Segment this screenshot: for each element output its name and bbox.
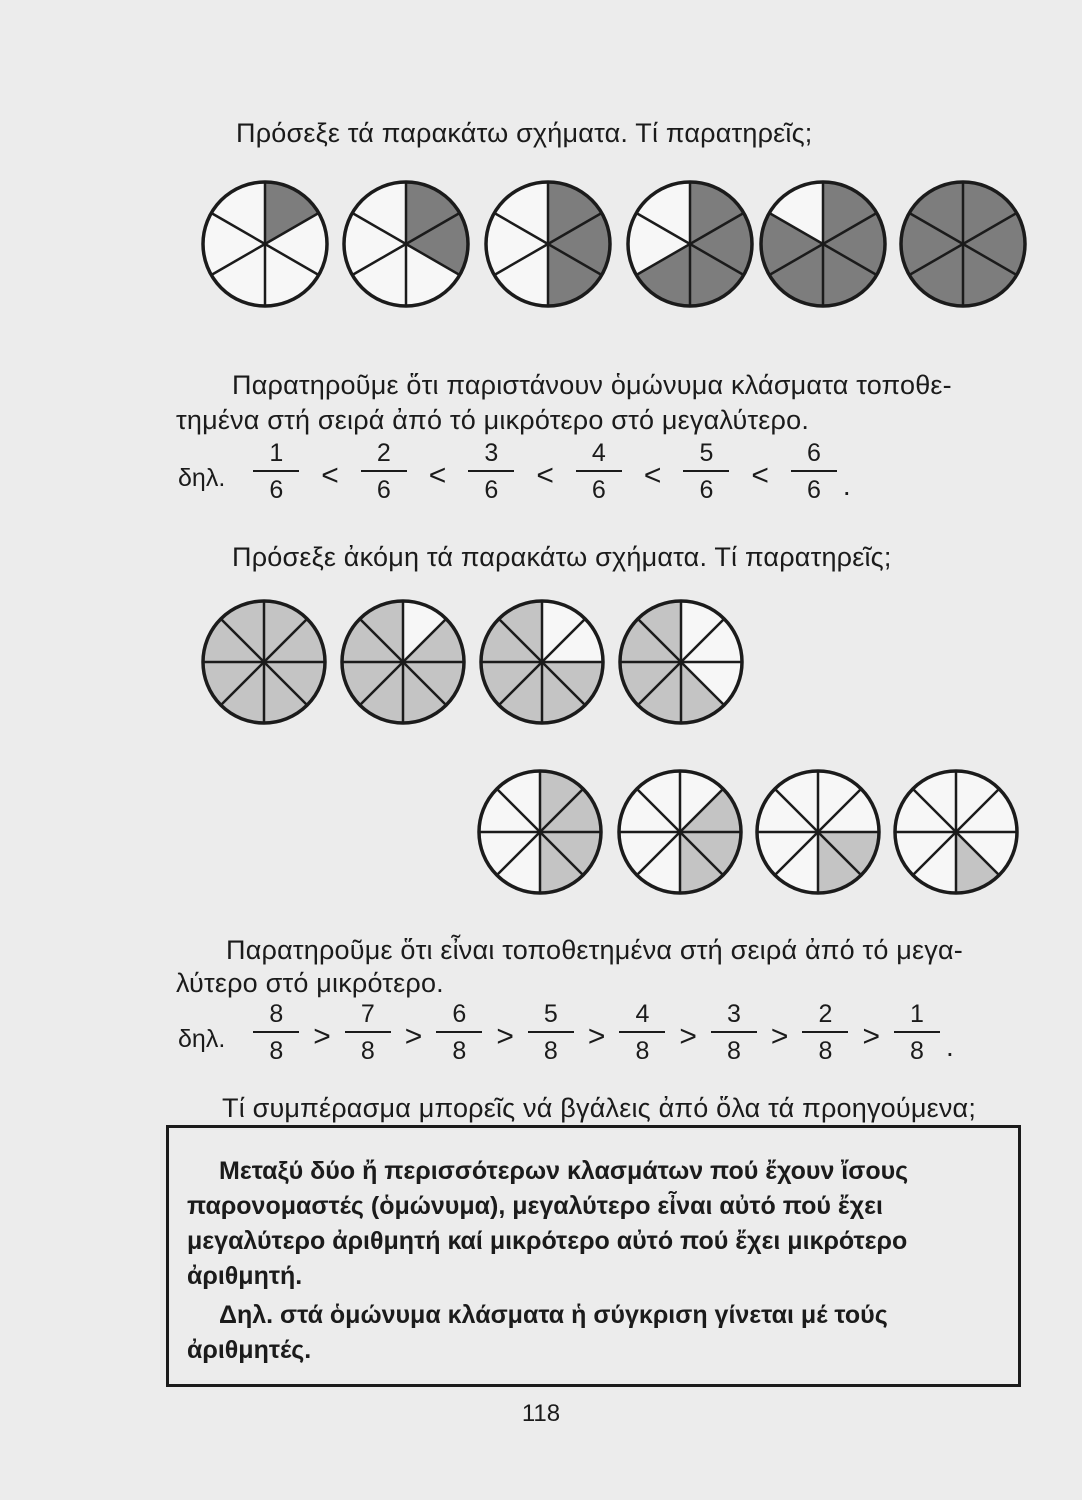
- pie-shaded-sector: [221, 601, 264, 662]
- fraction-denominator: 8: [910, 1037, 924, 1065]
- fraction-denominator: 8: [543, 1037, 558, 1065]
- pie-divider: [360, 662, 403, 705]
- pie-shaded-sector: [264, 662, 307, 723]
- pie-shaded-sector: [542, 662, 603, 705]
- eighths-pie-bottom-3: [757, 771, 879, 893]
- comparison-operator: <: [643, 459, 662, 492]
- pie-divider: [540, 789, 583, 832]
- pie-background: [895, 771, 1017, 893]
- sixths-pie-1: [203, 182, 327, 306]
- pie-shaded-sector: [681, 662, 724, 723]
- fraction-numerator: 6: [806, 439, 821, 467]
- fraction-denominator: 8: [360, 1037, 375, 1065]
- rule-paragraph-1: Μεταξύ δύο ἤ περισσότερων κλασμάτων πού ἔχουν ἴσους παρονομαστές (ὁμώνυμα), μεγαλύτερο εἶναι αὐτό πού ἔχει μεγαλύτερο ἀριθμητή καί μικρότερο αὐτό πού ἔχει μικρότερο ἀριθμητή.: [187, 1157, 909, 1290]
- fraction: [436, 1002, 482, 1064]
- pie-shaded-sector: [769, 244, 823, 306]
- pie-background: [486, 182, 610, 306]
- fraction-denominator: 6: [376, 476, 391, 504]
- pie-outline: [203, 601, 325, 723]
- sixths-pie-4: [628, 182, 752, 306]
- pie-shaded-sector: [203, 619, 264, 662]
- pie-shaded-sector: [901, 213, 963, 275]
- comparison-operator: >: [496, 1020, 514, 1053]
- pie-divider: [775, 789, 818, 832]
- fraction-denominator: 6: [806, 476, 821, 504]
- pie-divider: [636, 244, 690, 275]
- pie-divider: [221, 619, 264, 662]
- comparison-operator: >: [770, 1020, 789, 1053]
- eighths-pie-bottom-4: [895, 771, 1017, 893]
- pie-shaded-sector: [680, 832, 741, 875]
- pie-divider: [211, 244, 265, 275]
- sixths-pie-2: [344, 182, 468, 306]
- pie-divider: [909, 244, 963, 275]
- pie-divider: [264, 662, 307, 705]
- eighths-pie-top-2: [342, 601, 464, 723]
- eighths-pie-top-3: [481, 601, 603, 723]
- pie-divider: [963, 244, 1017, 275]
- pie-divider: [497, 789, 540, 832]
- pie-divider: [956, 789, 999, 832]
- pie-outline: [479, 771, 601, 893]
- pie-outline: [895, 771, 1017, 893]
- pie-shaded-sector: [360, 601, 403, 662]
- fraction-numerator: 3: [726, 1000, 741, 1028]
- fraction-denominator: 6: [484, 476, 499, 504]
- pie-shaded-sector: [548, 244, 602, 306]
- pie-shaded-sector: [342, 619, 403, 662]
- pie-divider: [823, 213, 877, 244]
- section2-prompt: Πρόσεξε ἀκόμη τά παρακάτω σχήματα. Τί παρατηρεῖς;: [232, 542, 892, 572]
- sixths-pie-3: [486, 182, 610, 306]
- pie-shaded-sector: [403, 619, 464, 662]
- end-period: .: [945, 1031, 954, 1062]
- fraction: [683, 441, 729, 503]
- pie-shaded-sector: [264, 619, 325, 662]
- pie-divider: [542, 662, 585, 705]
- section1-prompt: Πρόσεξε τά παρακάτω σχήματα. Τί παρατηρεῖς;: [236, 118, 813, 148]
- pie-shaded-sector: [636, 244, 690, 306]
- pie-background: [628, 182, 752, 306]
- fraction-denominator: 6: [699, 476, 714, 504]
- sixths-inequality: [178, 441, 851, 503]
- pie-divider: [956, 832, 999, 875]
- pie-shaded-sector: [481, 619, 542, 662]
- pie-shaded-sector: [542, 662, 585, 723]
- pie-divider: [360, 619, 403, 662]
- fraction-numerator: 5: [699, 439, 714, 467]
- pie-shaded-sector: [638, 662, 681, 723]
- pie-shaded-sector: [481, 662, 542, 705]
- pie-shaded-sector: [690, 244, 744, 306]
- fraction: [894, 1002, 940, 1064]
- pie-outline: [757, 771, 879, 893]
- pie-divider: [681, 619, 724, 662]
- fraction: [253, 441, 299, 503]
- pie-shaded-sector: [499, 662, 542, 723]
- pie-shaded-sector: [963, 182, 1017, 244]
- pie-divider: [352, 213, 406, 244]
- pie-shaded-sector: [620, 619, 681, 662]
- pie-shaded-sector: [963, 244, 1017, 306]
- section2-observation-line2: λύτερο στό μικρότερο.: [176, 968, 444, 998]
- pie-divider: [542, 619, 585, 662]
- pie-divider: [548, 244, 602, 275]
- pie-divider: [497, 832, 540, 875]
- pie-divider: [690, 213, 744, 244]
- pie-background: [761, 182, 885, 306]
- pie-background: [203, 601, 325, 723]
- pie-shaded-sector: [818, 832, 879, 875]
- pie-shaded-sector: [548, 213, 610, 275]
- eighths-pie-bottom-1: [479, 771, 601, 893]
- pie-divider: [548, 213, 602, 244]
- pie-outline: [628, 182, 752, 306]
- pie-shaded-sector: [909, 182, 963, 244]
- pie-divider: [264, 619, 307, 662]
- section1-observation-line2: τημένα στή σειρά ἀπό τό μικρότερο στό μεγαλύτερο.: [176, 405, 810, 435]
- fraction: [711, 1002, 757, 1064]
- pie-outline: [203, 182, 327, 306]
- pie-shaded-sector: [963, 213, 1025, 275]
- pie-shaded-sector: [264, 601, 307, 662]
- pie-shaded-sector: [680, 832, 723, 893]
- page-number: 118: [521, 1400, 561, 1427]
- fraction-numerator: 2: [818, 1000, 833, 1028]
- pie-divider: [909, 213, 963, 244]
- fraction: [361, 441, 407, 503]
- pie-outline: [486, 182, 610, 306]
- fraction-numerator: 4: [591, 439, 606, 467]
- fraction-numerator: 1: [269, 439, 284, 467]
- eighths-pie-bottom-2: [619, 771, 741, 893]
- comparison-operator: <: [536, 459, 554, 492]
- pie-shaded-sector: [360, 662, 403, 723]
- fraction: [802, 1002, 848, 1064]
- pie-outline: [761, 182, 885, 306]
- pie-shaded-sector: [690, 182, 744, 244]
- pie-divider: [406, 244, 460, 275]
- pie-outline: [342, 601, 464, 723]
- fraction-denominator: 8: [818, 1037, 833, 1065]
- eighths-inequality: [178, 1002, 954, 1064]
- pie-divider: [221, 662, 264, 705]
- pie-shaded-sector: [499, 601, 542, 662]
- fraction-numerator: 1: [910, 1000, 924, 1028]
- pie-divider: [775, 832, 818, 875]
- pie-divider: [352, 244, 406, 275]
- pie-shaded-sector: [264, 662, 325, 705]
- fraction: [253, 1002, 299, 1064]
- pie-divider: [913, 832, 956, 875]
- fraction: [791, 441, 837, 503]
- pie-shaded-sector: [342, 662, 403, 705]
- pie-background: [479, 771, 601, 893]
- pie-divider: [403, 662, 446, 705]
- pie-divider: [680, 832, 723, 875]
- pie-outline: [481, 601, 603, 723]
- fraction-numerator: 2: [376, 439, 391, 467]
- pie-divider: [636, 213, 690, 244]
- conclusion-question: Τί συμπέρασμα μπορεῖς νά βγάλεις ἀπό ὅλα τά προηγούμενα;: [222, 1093, 977, 1123]
- pie-shaded-sector: [680, 789, 741, 832]
- pie-shaded-sector: [823, 244, 877, 306]
- dil-label: δηλ.: [178, 1024, 226, 1053]
- pie-divider: [211, 213, 265, 244]
- fraction-denominator: 6: [591, 476, 606, 504]
- pie-divider: [769, 213, 823, 244]
- section2-observation-line1: Παρατηροῦμε ὅτι εἶναι τοποθετημένα στή σειρά ἀπό τό μεγα-: [226, 935, 963, 965]
- pie-shaded-sector: [761, 213, 823, 275]
- pie-shaded-sector: [818, 832, 861, 893]
- pie-shaded-sector: [406, 182, 460, 244]
- pie-divider: [540, 832, 583, 875]
- pie-outline: [619, 771, 741, 893]
- pie-background: [344, 182, 468, 306]
- pie-shaded-sector: [956, 832, 999, 893]
- fraction-denominator: 8: [452, 1037, 467, 1065]
- comparison-operator: >: [587, 1020, 606, 1053]
- pie-background: [901, 182, 1025, 306]
- pie-shaded-sector: [540, 832, 583, 893]
- pie-outline: [344, 182, 468, 306]
- fraction: [468, 441, 514, 503]
- fraction-numerator: 6: [452, 1000, 467, 1028]
- fraction-numerator: 4: [635, 1000, 650, 1028]
- pie-shaded-sector: [909, 244, 963, 306]
- pie-divider: [818, 789, 861, 832]
- pie-divider: [638, 619, 681, 662]
- end-period: .: [842, 470, 851, 501]
- comparison-operator: >: [679, 1020, 697, 1053]
- pie-divider: [963, 213, 1017, 244]
- pie-shaded-sector: [620, 662, 681, 705]
- fraction-numerator: 3: [484, 439, 499, 467]
- pie-background: [757, 771, 879, 893]
- pie-divider: [680, 789, 723, 832]
- pie-shaded-sector: [823, 213, 885, 275]
- pie-divider: [637, 832, 680, 875]
- pie-outline: [901, 182, 1025, 306]
- fraction-denominator: 6: [269, 476, 284, 504]
- pie-background: [342, 601, 464, 723]
- pie-divider: [769, 244, 823, 275]
- pie-shaded-sector: [540, 789, 601, 832]
- dil-label: δηλ.: [178, 463, 226, 492]
- fraction-numerator: 5: [543, 1000, 558, 1028]
- sixths-pie-6: [901, 182, 1025, 306]
- pie-shaded-sector: [265, 182, 319, 244]
- pie-divider: [818, 832, 861, 875]
- comparison-operator: <: [321, 459, 339, 492]
- pie-background: [203, 182, 327, 306]
- comparison-operator: >: [313, 1020, 331, 1053]
- fraction-denominator: 8: [726, 1037, 741, 1065]
- rule-box: [166, 1125, 1021, 1387]
- pie-shaded-sector: [221, 662, 264, 723]
- pie-divider: [494, 213, 548, 244]
- pie-divider: [823, 244, 877, 275]
- pie-shaded-sector: [203, 662, 264, 705]
- comparison-operator: <: [751, 459, 769, 492]
- fraction-denominator: 8: [269, 1037, 284, 1065]
- pie-divider: [406, 213, 460, 244]
- sixths-pie-5: [761, 182, 885, 306]
- pie-divider: [265, 213, 319, 244]
- pie-shaded-sector: [540, 771, 583, 832]
- pie-shaded-sector: [540, 832, 601, 875]
- pie-shaded-sector: [403, 662, 464, 705]
- comparison-operator: <: [428, 459, 447, 492]
- eighths-pie-top-1: [203, 601, 325, 723]
- pie-background: [481, 601, 603, 723]
- pie-divider: [499, 619, 542, 662]
- fraction: [528, 1002, 574, 1064]
- pie-shaded-sector: [690, 213, 752, 275]
- pie-shaded-sector: [548, 182, 602, 244]
- rule-paragraph-2: Δηλ. στά ὁμώνυμα κλάσματα ἡ σύγκριση γίνεται μέ τούς ἀριθμητές.: [187, 1301, 888, 1364]
- pie-divider: [681, 662, 724, 705]
- comparison-operator: >: [404, 1020, 423, 1053]
- pie-shaded-sector: [823, 182, 877, 244]
- pie-divider: [494, 244, 548, 275]
- pie-divider: [265, 244, 319, 275]
- pie-divider: [690, 244, 744, 275]
- pie-shaded-sector: [406, 213, 468, 275]
- pie-divider: [403, 619, 446, 662]
- fraction-denominator: 8: [635, 1037, 650, 1065]
- fraction: [619, 1002, 665, 1064]
- pie-background: [619, 771, 741, 893]
- eighths-pie-top-4: [620, 601, 742, 723]
- fraction-numerator: 7: [360, 1000, 375, 1028]
- fraction: [345, 1002, 391, 1064]
- pie-background: [620, 601, 742, 723]
- pie-outline: [620, 601, 742, 723]
- comparison-operator: >: [862, 1020, 880, 1053]
- pie-divider: [913, 789, 956, 832]
- pie-divider: [638, 662, 681, 705]
- pie-shaded-sector: [403, 662, 446, 723]
- pie-divider: [499, 662, 542, 705]
- fraction-numerator: 8: [269, 1000, 284, 1028]
- pie-shaded-sector: [638, 601, 681, 662]
- fraction: [576, 441, 622, 503]
- section1-observation-line1: Παρατηροῦμε ὅτι παριστάνουν ὁμώνυμα κλάσματα τοποθε-: [232, 370, 952, 400]
- pie-divider: [637, 789, 680, 832]
